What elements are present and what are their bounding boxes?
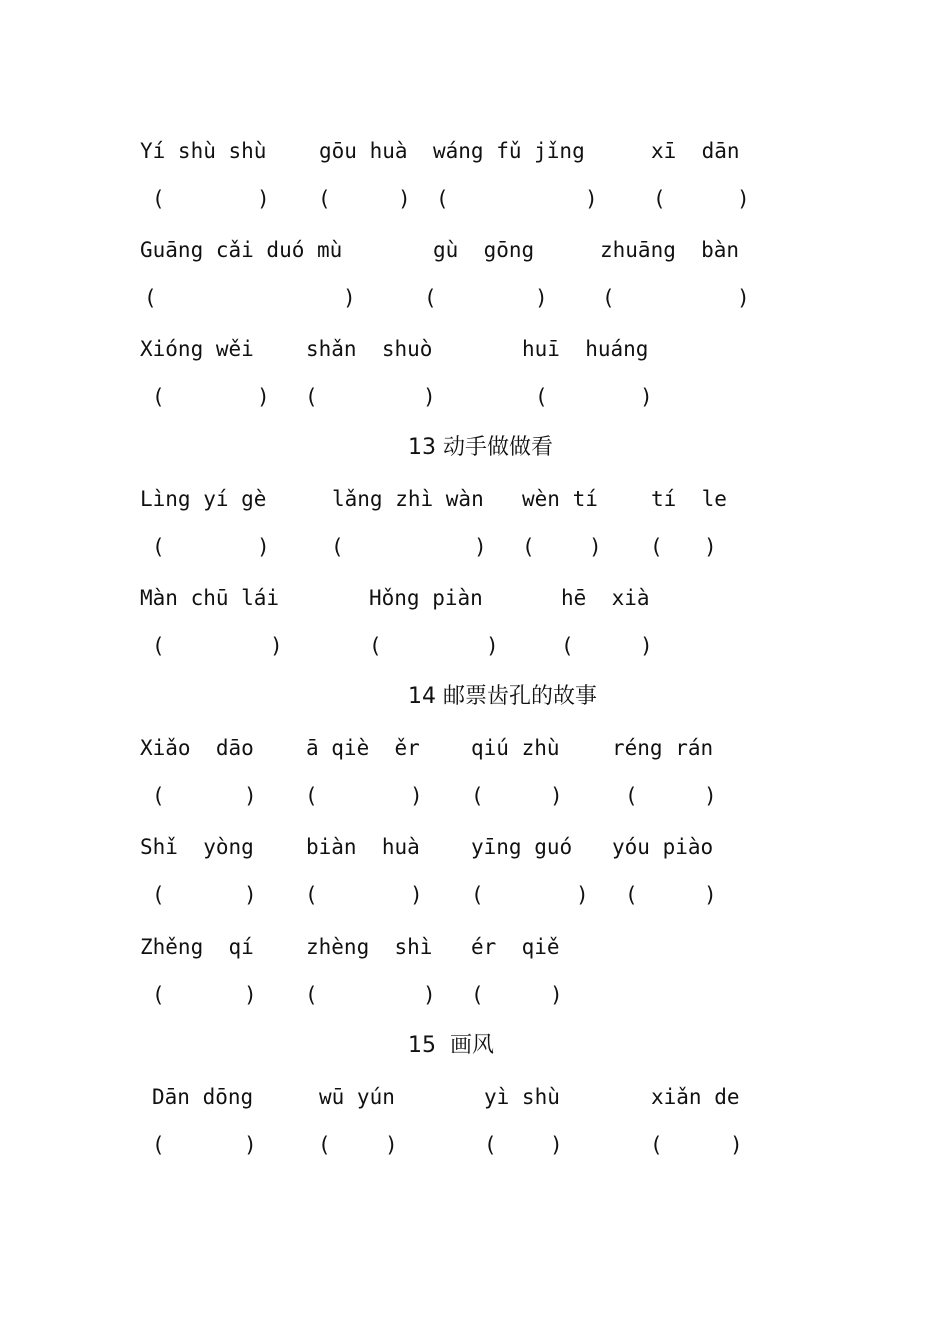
pinyin-word: Shǐ yòng — [140, 835, 254, 859]
answer-blank-close: ) — [576, 883, 589, 907]
lesson-heading: 14 邮票齿孔的故事 — [408, 684, 597, 709]
answer-row — [0, 626, 950, 666]
answer-blank-close: ) — [550, 784, 563, 808]
answer-blank-open: ( — [471, 784, 484, 808]
answer-blank-open: ( — [318, 187, 331, 211]
answer-row — [0, 776, 950, 816]
answer-blank-close: ) — [257, 535, 270, 559]
answer-blank-open: ( — [331, 535, 344, 559]
answer-blank-open: ( — [152, 1133, 165, 1157]
pinyin-word: xī dān — [651, 139, 740, 163]
pinyin-word: shǎn shuò — [306, 337, 433, 361]
answer-blank-open: ( — [152, 187, 165, 211]
answer-row — [0, 179, 950, 219]
answer-blank-open: ( — [653, 187, 666, 211]
answer-blank-close: ) — [737, 286, 750, 310]
answer-blank-close: ) — [343, 286, 356, 310]
answer-blank-close: ) — [410, 883, 423, 907]
pinyin-word: tí le — [651, 487, 727, 511]
pinyin-word: biàn huà — [306, 835, 420, 859]
answer-blank-close: ) — [257, 187, 270, 211]
answer-blank-open: ( — [535, 385, 548, 409]
pinyin-word: Xióng wěi — [140, 337, 254, 361]
pinyin-row — [0, 578, 950, 618]
pinyin-word: Guāng cǎi duó mù — [140, 238, 343, 262]
pinyin-row — [0, 1077, 950, 1117]
pinyin-row — [0, 329, 950, 369]
answer-blank-close: ) — [640, 385, 653, 409]
pinyin-word: gù gōng — [433, 238, 535, 262]
pinyin-word: hē xià — [561, 586, 650, 610]
answer-row — [0, 875, 950, 915]
pinyin-row — [0, 827, 950, 867]
answer-row — [0, 278, 950, 318]
answer-blank-close: ) — [244, 883, 257, 907]
pinyin-word: gōu huà — [319, 139, 408, 163]
answer-blank-close: ) — [535, 286, 548, 310]
answer-blank-close: ) — [244, 784, 257, 808]
answer-blank-close: ) — [474, 535, 487, 559]
answer-blank-close: ) — [737, 187, 750, 211]
answer-blank-close: ) — [550, 983, 563, 1007]
pinyin-row — [0, 131, 950, 171]
answer-row — [0, 377, 950, 417]
pinyin-word: Hǒng piàn — [369, 586, 483, 610]
pinyin-word: yīng guó — [471, 835, 573, 859]
lesson-heading-row — [0, 677, 950, 717]
answer-blank-open: ( — [152, 385, 165, 409]
answer-blank-close: ) — [589, 535, 602, 559]
pinyin-word: zhuāng bàn — [600, 238, 740, 262]
pinyin-word: wèn tí — [522, 487, 598, 511]
answer-blank-open: ( — [625, 883, 638, 907]
pinyin-row — [0, 230, 950, 270]
answer-blank-close: ) — [730, 1133, 743, 1157]
answer-blank-close: ) — [704, 883, 717, 907]
answer-blank-close: ) — [704, 784, 717, 808]
answer-blank-close: ) — [244, 1133, 257, 1157]
pinyin-word: Dān dōng — [152, 1085, 254, 1109]
answer-blank-open: ( — [152, 784, 165, 808]
answer-blank-open: ( — [144, 286, 157, 310]
answer-blank-open: ( — [436, 187, 449, 211]
pinyin-word: Xiǎo dāo — [140, 736, 254, 760]
answer-blank-open: ( — [625, 784, 638, 808]
answer-blank-close: ) — [550, 1133, 563, 1157]
lesson-heading: 13 动手做做看 — [408, 435, 553, 460]
answer-blank-close: ) — [244, 983, 257, 1007]
answer-blank-close: ) — [423, 983, 436, 1007]
pinyin-row — [0, 479, 950, 519]
answer-blank-close: ) — [270, 634, 283, 658]
pinyin-word: ā qiè ěr — [306, 736, 420, 760]
pinyin-word: lǎng zhì wàn — [332, 487, 484, 511]
answer-blank-close: ) — [423, 385, 436, 409]
pinyin-word: Zhěng qí — [140, 935, 254, 959]
answer-blank-open: ( — [305, 385, 318, 409]
answer-blank-open: ( — [305, 784, 318, 808]
answer-blank-open: ( — [650, 1133, 663, 1157]
answer-blank-open: ( — [650, 535, 663, 559]
pinyin-word: yì shù — [484, 1085, 560, 1109]
answer-blank-open: ( — [522, 535, 535, 559]
pinyin-row — [0, 728, 950, 768]
pinyin-word: qiú zhù — [471, 736, 560, 760]
answer-row — [0, 527, 950, 567]
pinyin-word: yóu piào — [612, 835, 714, 859]
answer-blank-open: ( — [424, 286, 437, 310]
pinyin-word: réng rán — [612, 736, 714, 760]
answer-blank-close: ) — [640, 634, 653, 658]
pinyin-word: wū yún — [319, 1085, 395, 1109]
answer-blank-open: ( — [369, 634, 382, 658]
answer-blank-close: ) — [410, 784, 423, 808]
answer-blank-open: ( — [602, 286, 615, 310]
answer-blank-open: ( — [484, 1133, 497, 1157]
answer-blank-open: ( — [152, 983, 165, 1007]
answer-blank-open: ( — [305, 983, 318, 1007]
lesson-heading-row — [0, 428, 950, 468]
answer-blank-close: ) — [486, 634, 499, 658]
pinyin-word: ér qiě — [471, 935, 560, 959]
answer-blank-close: ) — [398, 187, 411, 211]
pinyin-word: Lìng yí gè — [140, 487, 267, 511]
pinyin-row — [0, 927, 950, 967]
answer-blank-close: ) — [385, 1133, 398, 1157]
answer-blank-close: ) — [257, 385, 270, 409]
answer-blank-close: ) — [704, 535, 717, 559]
answer-row — [0, 975, 950, 1015]
answer-blank-open: ( — [305, 883, 318, 907]
pinyin-word: huī huáng — [522, 337, 649, 361]
answer-row — [0, 1125, 950, 1165]
pinyin-word: Màn chū lái — [140, 586, 280, 610]
answer-blank-open: ( — [561, 634, 574, 658]
answer-blank-open: ( — [318, 1133, 331, 1157]
answer-blank-open: ( — [471, 883, 484, 907]
pinyin-word: wáng fǔ jǐng — [433, 139, 585, 163]
lesson-heading-row — [0, 1026, 950, 1066]
answer-blank-open: ( — [152, 883, 165, 907]
lesson-heading: 15 画风 — [408, 1033, 494, 1058]
answer-blank-close: ) — [585, 187, 598, 211]
answer-blank-open: ( — [471, 983, 484, 1007]
pinyin-word: Yí shù shù — [140, 139, 267, 163]
answer-blank-open: ( — [152, 634, 165, 658]
answer-blank-open: ( — [152, 535, 165, 559]
pinyin-word: xiǎn de — [651, 1085, 740, 1109]
pinyin-word: zhèng shì — [306, 935, 433, 959]
